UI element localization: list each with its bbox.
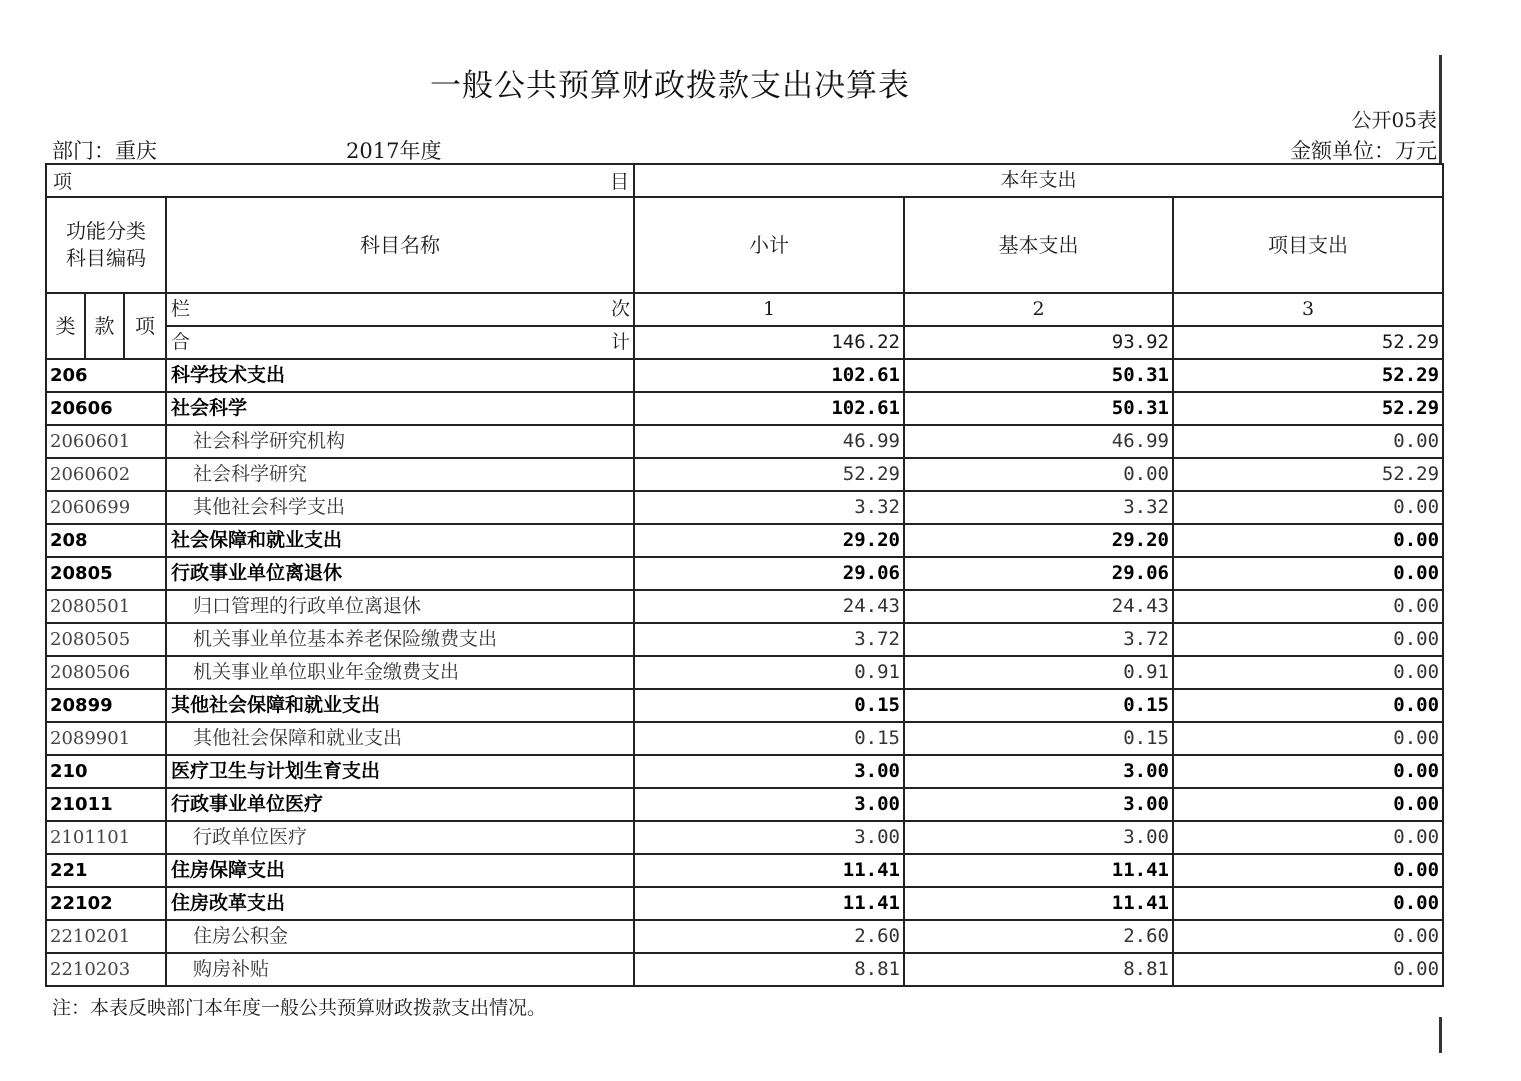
project-expense-value: 0.00 [1173,557,1443,590]
subtotal-value: 3.32 [634,491,904,524]
subject-name: 住房公积金 [166,920,634,953]
table-row [46,590,1443,623]
function-code: 2060699 [46,491,166,524]
table-number: 公开05表 [1351,108,1437,132]
total-project: 52.29 [1173,326,1443,359]
table-row [46,425,1443,458]
basic-expense-value: 3.00 [904,788,1173,821]
table-row [46,689,1443,722]
table-row [46,887,1443,920]
basic-expense-value: 3.32 [904,491,1173,524]
subject-name: 行政事业单位离退休 [166,557,634,590]
header-row-columns [46,197,1443,293]
column-number-1: 1 [634,293,904,326]
basic-expense-value: 50.31 [904,359,1173,392]
column-number-3: 3 [1173,293,1443,326]
subtotal-value: 3.00 [634,755,904,788]
project-expense-header: 项目支出 [1173,197,1443,293]
project-expense-value: 0.00 [1173,590,1443,623]
function-code: 20805 [46,557,166,590]
table-row [46,821,1443,854]
subject-name: 机关事业单位基本养老保险缴费支出 [166,623,634,656]
subtotal-value: 8.81 [634,953,904,986]
project-expense-value: 0.00 [1173,524,1443,557]
subject-name: 行政事业单位医疗 [166,788,634,821]
he-label: 合 [171,331,191,353]
function-code: 2089901 [46,722,166,755]
project-expense-value: 0.00 [1173,491,1443,524]
subtotal-value: 0.15 [634,722,904,755]
project-expense-value: 0.00 [1173,623,1443,656]
total-basic: 93.92 [904,326,1173,359]
function-code: 2080501 [46,590,166,623]
current-year-expense-header: 本年支出 [634,164,1443,197]
function-code: 20899 [46,689,166,722]
function-code-line1: 功能分类 [66,219,146,243]
function-code: 21011 [46,788,166,821]
project-expense-value: 0.00 [1173,689,1443,722]
subtotal-value: 0.15 [634,689,904,722]
subject-name: 科学技术支出 [166,359,634,392]
basic-expense-value: 11.41 [904,854,1173,887]
project-expense-value: 0.00 [1173,656,1443,689]
subject-name: 机关事业单位职业年金缴费支出 [166,656,634,689]
basic-expense-value: 0.00 [904,458,1173,491]
function-code: 20606 [46,392,166,425]
table-row [46,623,1443,656]
function-code: 210 [46,755,166,788]
function-code: 2101101 [46,821,166,854]
total-row [46,326,1443,359]
subject-name: 社会科学 [166,392,634,425]
page-edge-line-bottom [1439,1017,1442,1053]
subtotal-value: 2.60 [634,920,904,953]
function-code: 208 [46,524,166,557]
basic-expense-value: 11.41 [904,887,1173,920]
basic-expense-value: 0.91 [904,656,1173,689]
subtotal-header: 小计 [634,197,904,293]
subject-name: 其他社会科学支出 [166,491,634,524]
fiscal-year: 2017年度 [346,139,442,163]
subject-name: 行政单位医疗 [166,821,634,854]
subject-name-header: 科目名称 [166,197,634,293]
subtotal-value: 0.91 [634,656,904,689]
item-left-label: 项 [53,171,73,193]
basic-expense-value: 2.60 [904,920,1173,953]
subject-name: 社会保障和就业支出 [166,524,634,557]
subject-name: 住房保障支出 [166,854,634,887]
subtotal-value: 52.29 [634,458,904,491]
basic-expense-value: 0.15 [904,689,1173,722]
basic-expense-value: 46.99 [904,425,1173,458]
subject-name: 其他社会保障和就业支出 [166,722,634,755]
basic-expense-value: 8.81 [904,953,1173,986]
table-row [46,788,1443,821]
subtotal-value: 3.72 [634,623,904,656]
function-code-header [46,197,166,293]
table-row [46,953,1443,986]
function-code: 2210203 [46,953,166,986]
column-number-2: 2 [904,293,1173,326]
project-expense-value: 0.00 [1173,755,1443,788]
lan-label: 栏 [171,298,191,320]
page-edge-line [1439,55,1442,163]
item-right-label: 目 [609,171,629,193]
table-row [46,755,1443,788]
basic-expense-value: 29.06 [904,557,1173,590]
subtotal-value: 11.41 [634,887,904,920]
page-title: 一般公共预算财政拨款支出决算表 [430,68,910,104]
table-row [46,920,1443,953]
basic-expense-value: 3.72 [904,623,1173,656]
function-code: 2060601 [46,425,166,458]
subtotal-value: 46.99 [634,425,904,458]
basic-expense-header: 基本支出 [904,197,1173,293]
project-expense-value: 0.00 [1173,821,1443,854]
subject-name: 社会科学研究 [166,458,634,491]
total-subtotal: 146.22 [634,326,904,359]
project-expense-value: 0.00 [1173,953,1443,986]
table-row [46,491,1443,524]
function-code: 221 [46,854,166,887]
table-row [46,854,1443,887]
subject-name: 归口管理的行政单位离退休 [166,590,634,623]
header-row-column-numbers [46,293,1443,326]
subtotal-value: 3.00 [634,788,904,821]
department-label: 部门：重庆 [52,139,157,163]
table-row [46,524,1443,557]
ci-label: 次 [610,298,630,320]
project-expense-value: 0.00 [1173,920,1443,953]
function-code-line2: 科目编码 [66,246,146,270]
subtotal-value: 102.61 [634,392,904,425]
function-code: 206 [46,359,166,392]
column-number-label-cell [166,293,634,326]
project-expense-value: 52.29 [1173,458,1443,491]
amount-unit: 金额单位：万元 [1290,139,1437,163]
basic-expense-value: 0.15 [904,722,1173,755]
project-expense-value: 0.00 [1173,722,1443,755]
basic-expense-value: 29.20 [904,524,1173,557]
table-row [46,458,1443,491]
total-label-cell [166,326,634,359]
table-row [46,656,1443,689]
subtotal-value: 102.61 [634,359,904,392]
table-row [46,392,1443,425]
subject-name: 医疗卫生与计划生育支出 [166,755,634,788]
function-code: 2060602 [46,458,166,491]
table-row [46,359,1443,392]
footnote: 注：本表反映部门本年度一般公共预算财政拨款支出情况。 [52,997,547,1019]
subtotal-value: 29.06 [634,557,904,590]
expense-table [45,163,1444,987]
xiang-header: 项 [124,293,166,359]
project-expense-value: 52.29 [1173,359,1443,392]
function-code: 2210201 [46,920,166,953]
subject-name: 其他社会保障和就业支出 [166,689,634,722]
function-code: 2080505 [46,623,166,656]
basic-expense-value: 50.31 [904,392,1173,425]
basic-expense-value: 24.43 [904,590,1173,623]
basic-expense-value: 3.00 [904,755,1173,788]
project-expense-value: 0.00 [1173,425,1443,458]
ji-label: 计 [610,331,630,353]
subject-name: 社会科学研究机构 [166,425,634,458]
subject-name: 购房补贴 [166,953,634,986]
kuan-header: 款 [85,293,124,359]
function-code: 2080506 [46,656,166,689]
project-expense-value: 0.00 [1173,887,1443,920]
subtotal-value: 29.20 [634,524,904,557]
subject-name: 住房改革支出 [166,887,634,920]
function-code: 22102 [46,887,166,920]
item-header-cell [46,164,634,197]
basic-expense-value: 3.00 [904,821,1173,854]
table-row [46,557,1443,590]
subtotal-value: 11.41 [634,854,904,887]
project-expense-value: 0.00 [1173,788,1443,821]
lei-header: 类 [46,293,85,359]
project-expense-value: 0.00 [1173,854,1443,887]
project-expense-value: 52.29 [1173,392,1443,425]
subtotal-value: 3.00 [634,821,904,854]
table-row [46,722,1443,755]
subtotal-value: 24.43 [634,590,904,623]
header-row-item [46,164,1443,197]
